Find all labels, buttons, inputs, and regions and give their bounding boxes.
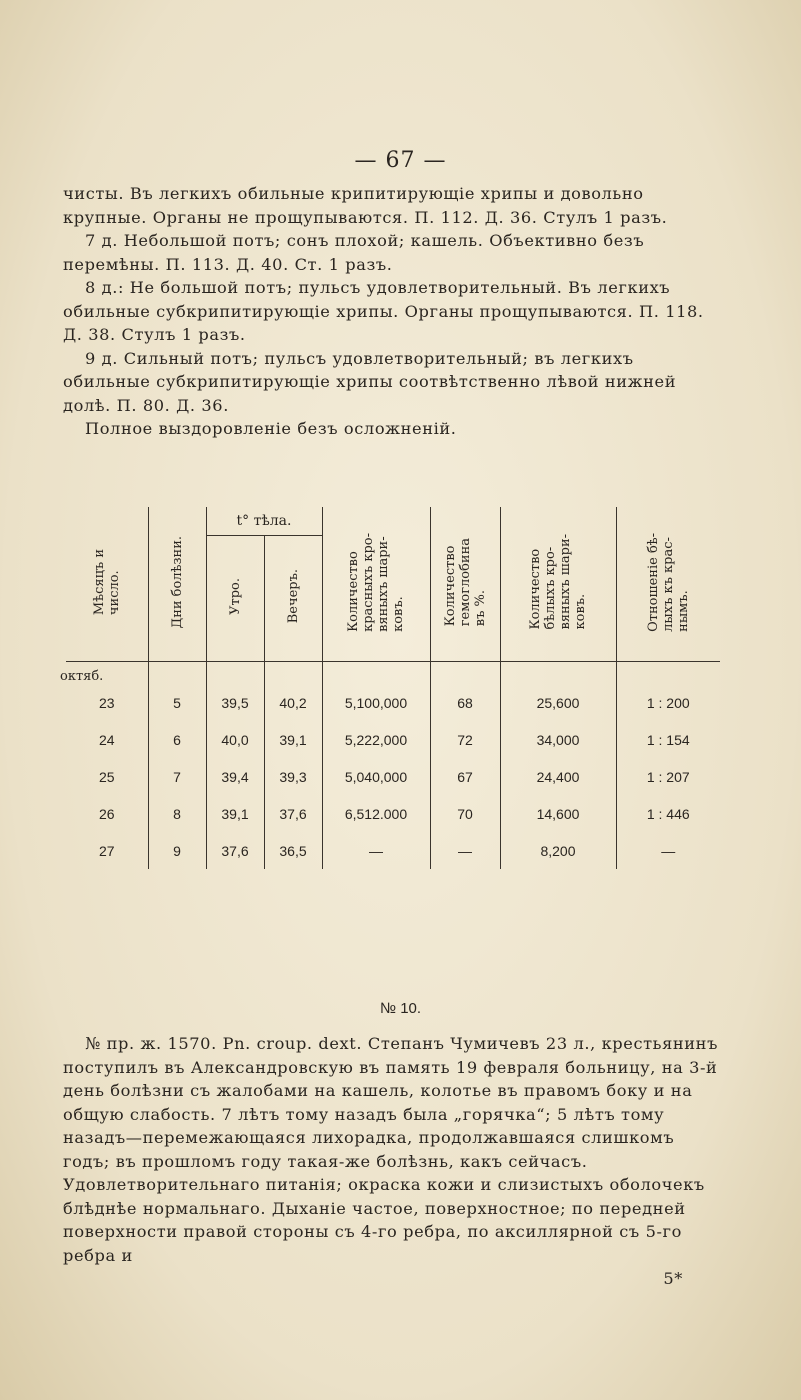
cell-evening: 39,1: [264, 721, 322, 758]
cell-morning: 37,6: [206, 832, 264, 869]
cell-date: 23: [66, 684, 148, 721]
header-hemoglobin: Количество гемоглобина въ %.: [430, 507, 500, 662]
table-row: [66, 684, 720, 721]
page-number: — 67 —: [354, 148, 447, 173]
cell-white: 24,400: [500, 758, 616, 795]
header-disease-day: Дни болѣзни.: [148, 507, 206, 662]
case-notes-top: [63, 182, 723, 441]
cell-red: 5,100,000: [322, 684, 430, 721]
paragraph-day-7: 7 д. Небольшой потъ; сонъ плохой; кашель. Объективно безъ перемѣны. П. 113. Д. 40. Ст. 1 разъ.: [63, 231, 645, 274]
cell-evening: 40,2: [264, 684, 322, 721]
cell-day: 5: [148, 684, 206, 721]
cell-hb: 72: [430, 721, 500, 758]
header-white-cells: Количество бѣлыхъ кро- вяныхъ шари- ковъ.: [500, 507, 616, 662]
table-row: [66, 795, 720, 832]
cell-red: —: [322, 832, 430, 869]
paragraph-case-10: № пр. ж. 1570. Pn. croup. dext. Степанъ Чумичевъ 23 л., крестьянинъ поступилъ въ Александровскую въ память 19 февраля больницу, на 3-й день болѣзни съ жалобами на кашель, колотье въ правомъ боку и на общую слабость. 7 лѣтъ тому назадъ была „горячка“; 5 лѣтъ тому назадъ—перемежающаяся лихорадка, продолжавшаяся слишкомъ годъ; въ прошломъ году такая-же болѣзнь, какъ сейчасъ. Удовлетворительнаго питанія; окраска кожи и слизистыхъ оболочекъ блѣднѣе нормальнаго. Дыханіе частое, поверхностное; по передней поверхности правой стороны съ 4-го ребра, по аксиллярной съ 5-го ребра и: [63, 1034, 718, 1265]
case-heading: № 10.: [379, 1000, 422, 1017]
cell-hb: 68: [430, 684, 500, 721]
cell-day: 8: [148, 795, 206, 832]
cell-day: 9: [148, 832, 206, 869]
header-evening: Вечеръ.: [264, 536, 322, 662]
header-ratio: Отношеніе бѣ- лыхъ къ крас- нымъ.: [616, 507, 720, 662]
case-notes-bottom: [63, 1032, 723, 1291]
cell-morning: 39,4: [206, 758, 264, 795]
table-row: [66, 721, 720, 758]
cell-white: 8,200: [500, 832, 616, 869]
cell-morning: 40,0: [206, 721, 264, 758]
cell-white: 34,000: [500, 721, 616, 758]
month-cell: октяб.: [66, 662, 148, 685]
cell-day: 7: [148, 758, 206, 795]
cell-white: 14,600: [500, 795, 616, 832]
table-row: [66, 832, 720, 869]
paragraph-day-8: 8 д.: Не большой потъ; пульсъ удовлетворительный. Въ легкихъ обильные субкрипитирующіе хрипы. Органы прощупываются. П. 118. Д. 38. Стулъ 1 разъ.: [63, 278, 704, 344]
cell-evening: 39,3: [264, 758, 322, 795]
cell-day: 6: [148, 721, 206, 758]
paragraph-continuation: чисты. Въ легкихъ обильные крипитирующіе хрипы и довольно крупные. Органы не прощупываются. П. 112. Д. 36. Стулъ 1 разъ.: [63, 184, 668, 227]
cell-red: 5,222,000: [322, 721, 430, 758]
cell-morning: 39,5: [206, 684, 264, 721]
header-morning: Утро.: [206, 536, 264, 662]
cell-evening: 37,6: [264, 795, 322, 832]
blood-count-table: [60, 507, 720, 869]
cell-ratio: 1 : 200: [616, 684, 720, 721]
cell-ratio: 1 : 207: [616, 758, 720, 795]
cell-date: 24: [66, 721, 148, 758]
cell-evening: 36,5: [264, 832, 322, 869]
cell-ratio: —: [616, 832, 720, 869]
header-temperature: t° тѣла.: [206, 507, 322, 536]
cell-date: 27: [66, 832, 148, 869]
cell-morning: 39,1: [206, 795, 264, 832]
cell-hb: 67: [430, 758, 500, 795]
cell-red: 6,512.000: [322, 795, 430, 832]
cell-ratio: 1 : 446: [616, 795, 720, 832]
header-red-cells: Количество красныхъ кро- вяныхъ шари- ковъ.: [322, 507, 430, 662]
header-month-day: Мѣсяцъ и число.: [66, 507, 148, 662]
cell-white: 25,600: [500, 684, 616, 721]
cell-date: 25: [66, 758, 148, 795]
cell-red: 5,040,000: [322, 758, 430, 795]
paragraph-recovery: Полное выздоровленіе безъ осложненій.: [85, 419, 457, 438]
signature-mark: 5*: [663, 1269, 683, 1288]
table-row: [66, 758, 720, 795]
cell-hb: 70: [430, 795, 500, 832]
paragraph-day-9: 9 д. Сильный потъ; пульсъ удовлетворительный; въ легкихъ обильные субкрипитирующіе хрипы соотвѣтственно лѣвой нижней долѣ. П. 80. Д. 36.: [63, 348, 677, 415]
cell-hb: —: [430, 832, 500, 869]
cell-ratio: 1 : 154: [616, 721, 720, 758]
cell-date: 26: [66, 795, 148, 832]
